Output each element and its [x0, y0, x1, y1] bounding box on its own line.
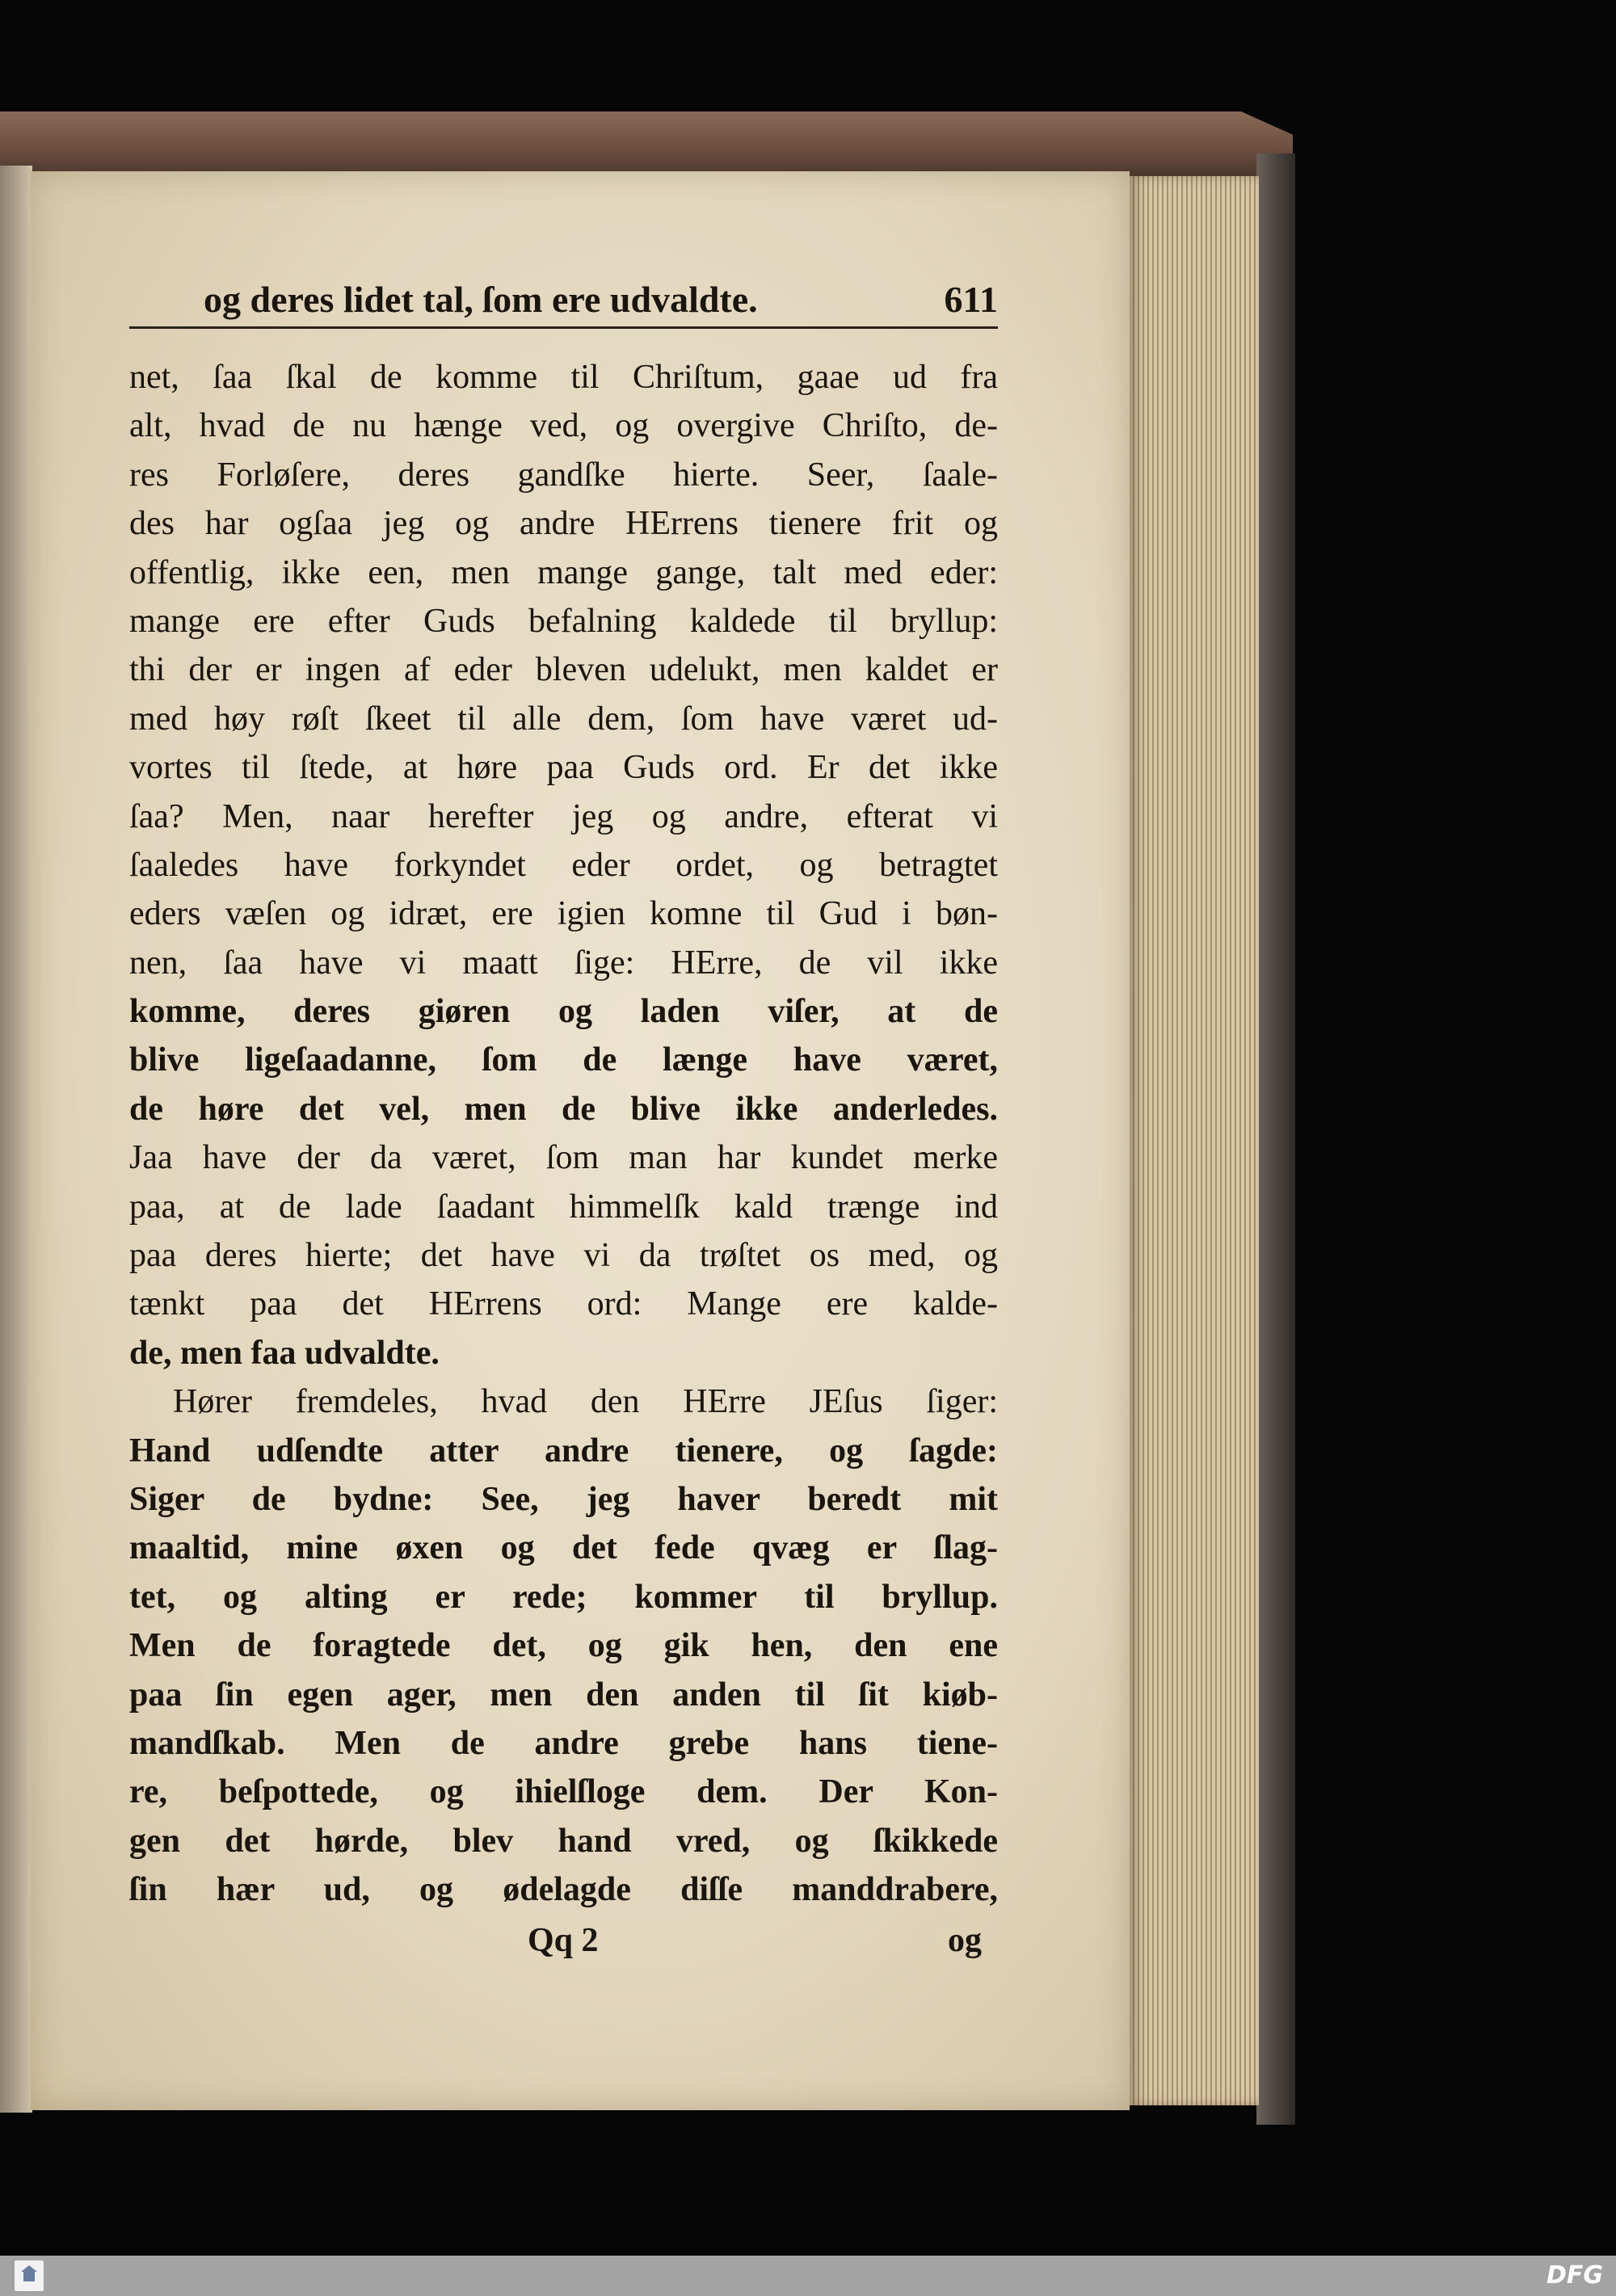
catchword: og — [948, 1921, 982, 1959]
text-line: offentlig, ikke een, men mange gange, talt med eder: — [129, 553, 998, 591]
text-line: blive ligeſaadanne, ſom de længe have været, — [129, 1041, 998, 1079]
running-head — [129, 273, 998, 329]
text-line: med høy røſt ſkeet til alle dem, ſom have været ud- — [129, 700, 998, 738]
text-line: paa deres hierte; det have vi da trøſtet os med, og — [129, 1237, 998, 1275]
text-line: Men de foragtede det, og gik hen, den ene — [129, 1627, 998, 1665]
text-line: vortes til ſtede, at høre paa Guds ord. Er det ikke — [129, 749, 998, 787]
text-line: ſaa? Men, naar herefter jeg og andre, efterat vi — [129, 797, 998, 835]
text-line: tænkt paa det HErrens ord: Mange ere kalde- — [129, 1285, 998, 1323]
library-building-icon — [15, 2260, 44, 2291]
text-line: Hand udſendte atter andre tienere, og ſagde: — [129, 1432, 998, 1470]
text-line: maaltid, mine øxen og det fede qvæg er ſlag- — [129, 1529, 998, 1567]
text-line: de, men faa udvaldte. — [129, 1334, 440, 1372]
text-line: alt, hvad de nu hænge ved, og overgive Chriſto, de- — [129, 407, 998, 445]
dfg-logo: DFG — [1546, 2261, 1603, 2290]
text-line: tet, og alting er rede; kommer til bryllup. — [129, 1578, 998, 1616]
text-line: des har ogſaa jeg og andre HErrens tienere frit og — [129, 505, 998, 543]
book-cover-top — [0, 111, 1293, 178]
text-line: nen, ſaa have vi maatt ſige: HErre, de vil ikke — [129, 944, 998, 982]
text-line: Hører fremdeles, hvad den HErre JEſus ſiger: — [173, 1383, 998, 1421]
text-line: paa ſin egen ager, men den anden til ſit kiøb- — [129, 1676, 998, 1714]
text-line: Jaa have der da været, ſom man har kundet merke — [129, 1139, 998, 1177]
text-line: eders væſen og idræt, ere igien komne til Gud i bøn- — [129, 895, 998, 933]
text-line: thi der er ingen af eder bleven udelukt, men kaldet er — [129, 651, 998, 689]
page-stack-edge — [1130, 176, 1259, 2105]
text-line: ſin hær ud, og ødelagde diſſe manddrabere, — [129, 1871, 998, 1909]
page-footer — [129, 1915, 998, 1966]
text-line: komme, deres giøren og laden viſer, at de — [129, 993, 998, 1031]
text-line: paa, at de lade ſaadant himmelſk kald trænge ind — [129, 1188, 998, 1226]
body-text — [129, 353, 998, 1915]
viewer-bar — [0, 2256, 1616, 2296]
text-line: ſaaledes have forkyndet eder ordet, og betragtet — [129, 846, 998, 884]
page-number: 611 — [944, 279, 998, 320]
running-title: og deres lidet tal, ſom ere udvaldte. — [204, 279, 758, 320]
text-line: mandſkab. Men de andre grebe hans tiene- — [129, 1724, 998, 1762]
page-text-block — [129, 273, 998, 1966]
previous-page-edge — [0, 166, 32, 2113]
text-line: mange ere efter Guds befalning kaldede til bryllup: — [129, 602, 998, 640]
signature-mark: Qq 2 — [528, 1921, 599, 1959]
text-line: gen det hørde, blev hand vred, og ſkikkede — [129, 1822, 998, 1860]
text-line: Siger de bydne: See, jeg haver beredt mit — [129, 1480, 998, 1518]
text-line: re, beſpottede, og ihielſloge dem. Der Kon- — [129, 1773, 998, 1811]
text-line: net, ſaa ſkal de komme til Chriſtum, gaae ud fra — [129, 359, 998, 396]
book-cover-right — [1256, 153, 1295, 2125]
text-line: res Forløſere, deres gandſke hierte. Seer, ſaale- — [129, 456, 998, 494]
text-line: de høre det vel, men de blive ikke anderledes. — [129, 1090, 998, 1128]
